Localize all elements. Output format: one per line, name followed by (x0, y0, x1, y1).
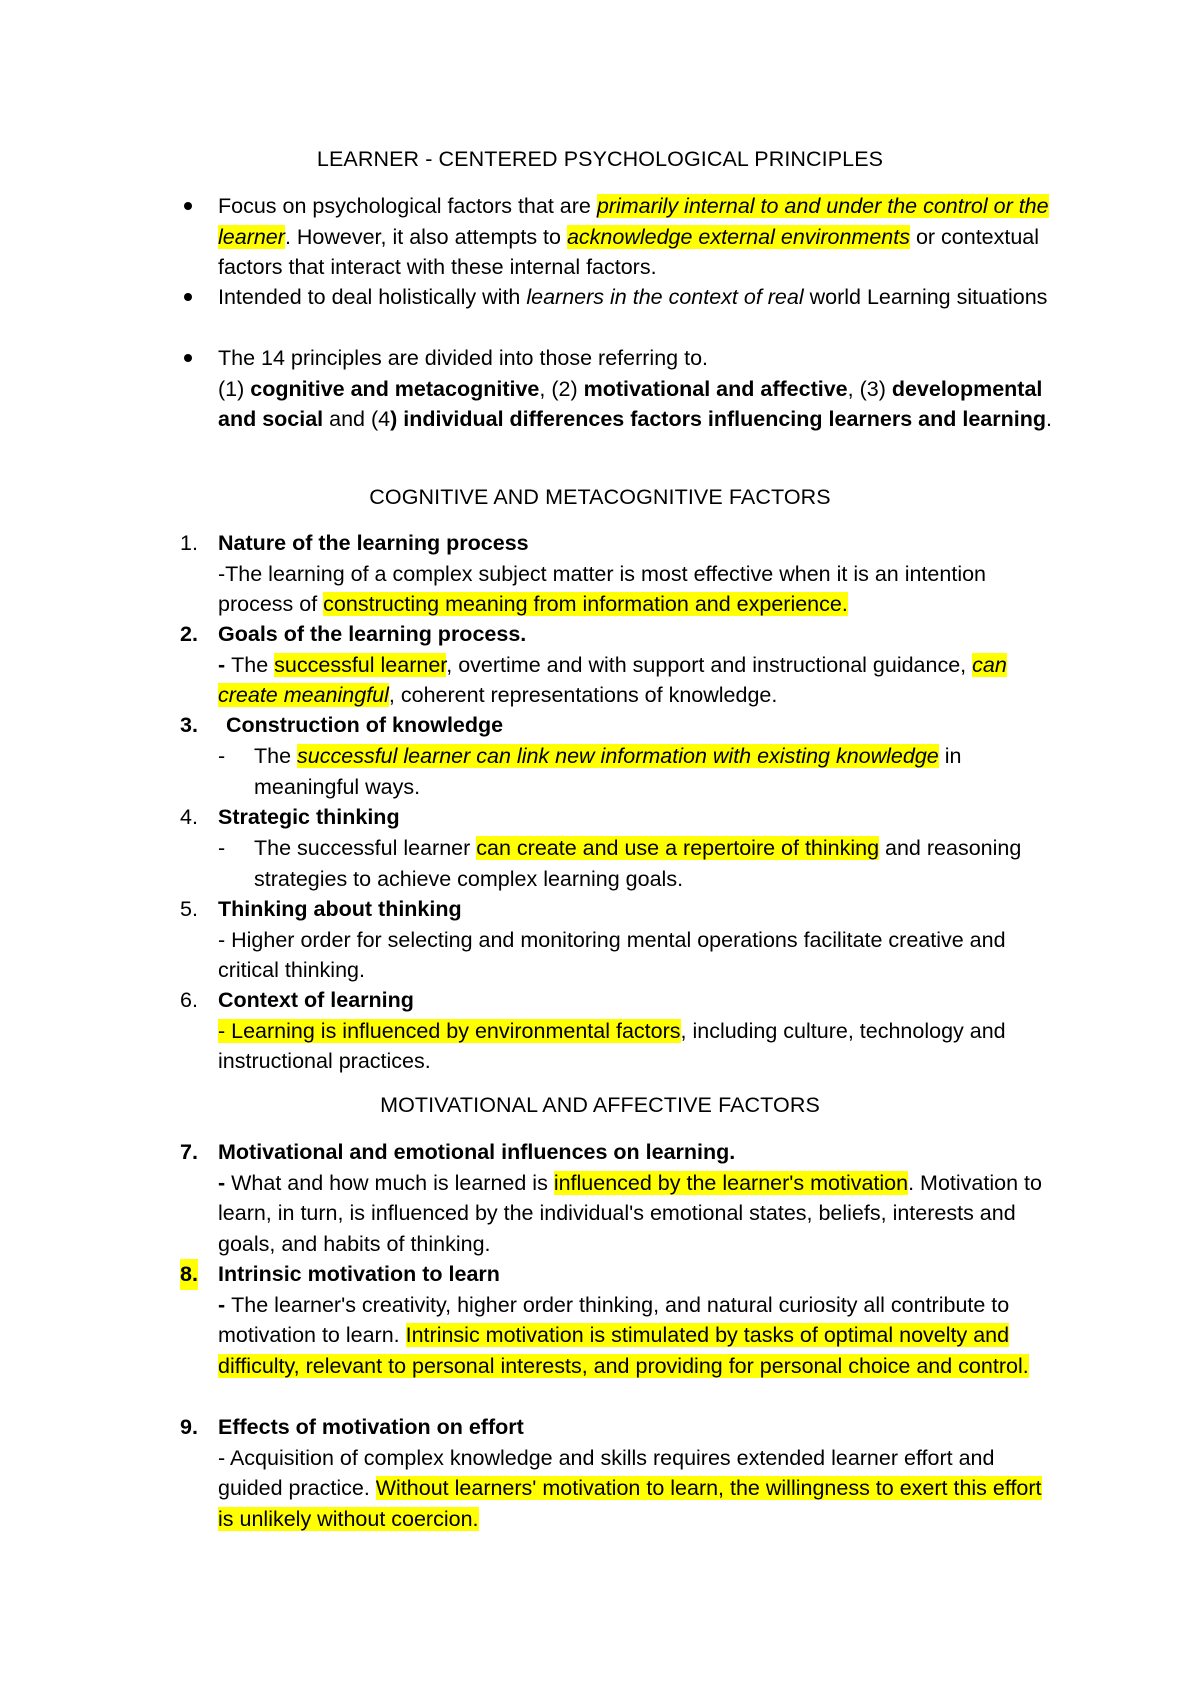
intro-bullet-2 (218, 282, 1058, 313)
text: - Acquisition of complex knowledge and skills requires extended learner effort and guided practice. (218, 1445, 995, 1500)
dash: - (218, 744, 226, 768)
item-number: 6. (180, 988, 198, 1012)
text: Intended to deal holistically with (218, 285, 527, 309)
text: , overtime and with support and instructional guidance, (446, 652, 973, 677)
item-title: Motivational and emotional influences on learning. (218, 1140, 736, 1164)
item-title: Strategic thinking (218, 805, 400, 829)
bold-text: cognitive and metacognitive (250, 376, 540, 401)
item-3-body (254, 741, 1064, 802)
item-3-title (226, 710, 1066, 741)
text: , (3) (847, 376, 892, 401)
item-title: Nature of the learning process (218, 531, 529, 555)
item-9 (218, 1412, 1058, 1534)
dash: - (218, 836, 226, 860)
item-6 (218, 985, 1058, 1077)
item-number: 5. (180, 897, 198, 921)
highlight: influenced by the learner's motivation (553, 1170, 909, 1195)
highlight: successful learner (274, 652, 447, 677)
item-2 (218, 619, 1058, 711)
italic-text: learners in the context of real (526, 285, 804, 309)
item-4-title (218, 802, 1058, 833)
item-7 (218, 1137, 1058, 1259)
highlight: can create and use a repertoire of thinking (476, 836, 880, 860)
dash: - (218, 652, 232, 677)
text: What and how much is learned is (231, 1170, 554, 1195)
item-8 (218, 1259, 1058, 1381)
text: , (2) (539, 376, 584, 401)
section-heading-cognitive: COGNITIVE AND METACOGNITIVE FACTORS (369, 485, 831, 509)
item-number: 3. (180, 713, 198, 737)
dash: - (218, 1170, 232, 1195)
bullet-icon (184, 293, 192, 301)
bold-text: ) individual differences factors influencing learners and learning (390, 407, 1046, 431)
item-title: Effects of motivation on effort (218, 1415, 524, 1439)
text: world Learning situations (803, 285, 1048, 309)
item-5 (218, 894, 1058, 986)
text: . (1046, 407, 1052, 431)
item-number: 1. (180, 531, 198, 555)
dash: - (218, 1292, 232, 1317)
text: Focus on psychological factors that are (218, 194, 597, 218)
text: -The learning of a complex subject matter is most effective when it is an intention process of (218, 561, 987, 616)
item-number: 8. (180, 1259, 198, 1290)
section-heading-motivational: MOTIVATIONAL AND AFFECTIVE FACTORS (380, 1093, 820, 1117)
bold-text: motivational and affective (583, 376, 848, 401)
text: . However, it also attempts to (284, 224, 567, 249)
highlight: constructing meaning from information and experience. (323, 592, 848, 616)
bullet-icon (184, 202, 192, 210)
text: or contextual factors that interact with these internal factors. (218, 224, 1040, 279)
item-title: Context of learning (218, 988, 414, 1012)
page-title: LEARNER - CENTERED PSYCHOLOGICAL PRINCIPLES (316, 147, 884, 171)
highlight: acknowledge external environments (566, 224, 910, 249)
item-title: Intrinsic motivation to learn (218, 1262, 500, 1286)
text: The learner's creativity, higher order thinking, and natural curiosity all contribute to motivation to learn. (218, 1292, 1010, 1347)
bold-text: developmental and social (218, 376, 1043, 431)
text: The (254, 744, 298, 768)
highlight: successful learner can link new information with existing knowledge (297, 744, 939, 768)
item-number: 2. (180, 622, 198, 646)
text: and (4 (323, 407, 391, 431)
item-4-body (254, 833, 1064, 894)
item-title: Thinking about thinking (218, 897, 462, 921)
text: The successful learner (254, 836, 477, 860)
text: The 14 principles are divided into those referring to. (218, 346, 708, 370)
highlight: - Learning is influenced by environmental factors (218, 1018, 681, 1043)
highlight: Without learners' motivation to learn, the willingness to exert this effort is unlikely without coercion. (218, 1476, 1042, 1531)
intro-bullet-1 (218, 191, 1058, 283)
highlight: can create meaningful (218, 652, 1007, 707)
text: - Higher order for selecting and monitoring mental operations facilitate creative and critical thinking. (218, 927, 1006, 982)
highlight: Intrinsic motivation is stimulated by tasks of optimal novelty and difficulty, relevant to personal interests, and providing for personal choice and control. (218, 1323, 1029, 1378)
bullet-icon (184, 354, 192, 362)
item-title: Construction of knowledge (226, 713, 504, 737)
text: in meaningful ways. (254, 744, 962, 799)
intro-bullet-3 (218, 343, 1058, 435)
item-number: 9. (180, 1415, 198, 1439)
text: The (231, 652, 275, 677)
text: , including culture, technology and instructional practices. (218, 1018, 1006, 1073)
item-title: Goals of the learning process. (218, 622, 527, 646)
highlight: primarily internal to and under the control or the learner (218, 194, 1049, 249)
item-1 (218, 528, 1058, 620)
text: . Motivation to learn, in turn, is influenced by the individual's emotional states, beliefs, interests and goals, and habits of thinking. (218, 1170, 1042, 1256)
text: , coherent representations of knowledge. (388, 683, 778, 707)
item-number: 4. (180, 805, 198, 829)
item-number: 7. (180, 1140, 198, 1164)
text: (1) (218, 376, 251, 401)
text: and reasoning strategies to achieve complex learning goals. (254, 836, 1022, 891)
